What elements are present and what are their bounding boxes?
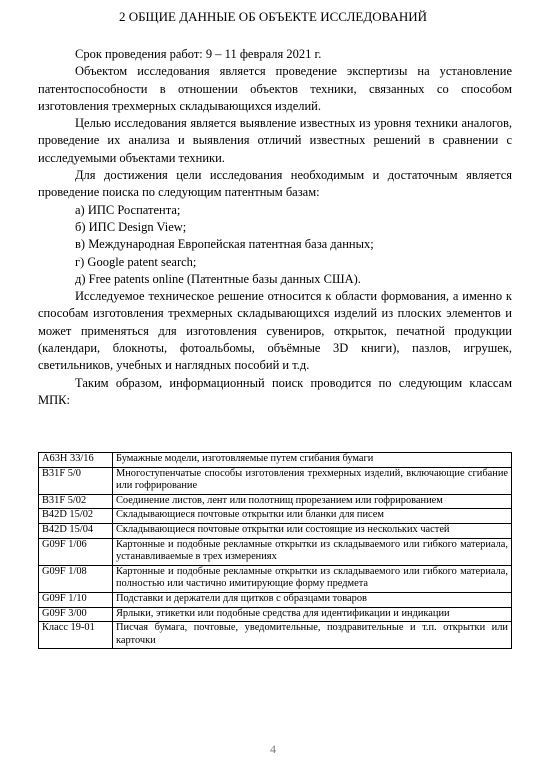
object-paragraph: Объектом исследования является проведение экспертизы на установление патентоспособности в отношении объектов техники, связанных со способом изготовления трехмерных складывающихся изделий. [38,64,512,113]
ipc-description-cell: Картонные и подобные рекламные открытки из складываемого или гибкого материала, полностью или частично имитирующие форму предмета [113,565,512,592]
database-item: а) ИПС Роспатента; [75,202,181,217]
field-paragraph: Исследуемое техническое решение относится к области формования, а именно к способам изготовления трехмерных складывающихся изделий из плоских элементов и может применяться для изготовления сувениров, открыток, печатной продукции (календари, блокноты, фотоальбомы, объёмные 3D книги), пазлов, игрушек, светильников, учебных и наглядных пособий и т.д. [38,289,512,373]
ipc-code-cell: Класс 19-01 [39,622,113,649]
ipc-description-cell: Подставки и держатели для щитков с образцами товаров [113,592,512,607]
ipc-description-cell: Ярлыки, этикетки или подобные средства для идентификации и индикации [113,607,512,622]
ipc-code-cell: B31F 5/0 [39,467,113,494]
ipc-code-cell: G09F 3/00 [39,607,113,622]
ipc-description-cell: Складывающиеся почтовые открытки или состоящие из нескольких частей [113,523,512,538]
table-row [39,467,512,494]
page-number: 4 [270,742,276,756]
database-item: б) ИПС Design View; [75,219,187,234]
database-item: д) Free patents online (Патентные базы данных США). [75,271,361,286]
ipc-description-cell: Бумажные модели, изготовляемые путем сгибания бумаги [113,453,512,468]
ipc-description-cell: Складывающиеся почтовые открытки или бланки для писем [113,509,512,524]
body-text [38,46,512,409]
section-heading: 2 ОБЩИЕ ДАННЫЕ ОБ ОБЪЕКТЕ ИССЛЕДОВАНИЙ [118,9,428,24]
ipc-code-cell: B42D 15/02 [39,509,113,524]
ipc-code-cell: G09F 1/08 [39,565,113,592]
ipc-description-cell: Писчая бумага, почтовые, уведомительные, поздравительные и т.п. открытки или карточки [113,622,512,649]
table-row [39,592,512,607]
table-row [39,538,512,565]
table-row [39,607,512,622]
ipc-description-cell: Многоступенчатые способы изготовления трехмерных изделий, включающие сгибание или гофрирование [113,467,512,494]
ipc-code-cell: B31F 5/02 [39,494,113,509]
ipc-table [38,452,512,649]
ipc-intro-paragraph: Таким образом, информационный поиск проводится по следующим классам МПК: [38,375,512,407]
table-row [39,453,512,468]
ipc-table-body [39,453,512,649]
ipc-code-cell: A63H 33/16 [39,453,113,468]
table-row [39,494,512,509]
search-intro-paragraph: Для достижения цели исследования необходимым и достаточным является проведение поиска по следующим патентным базам: [38,168,512,200]
ipc-code-cell: G09F 1/10 [39,592,113,607]
ipc-code-cell: G09F 1/06 [39,538,113,565]
table-row [39,622,512,649]
ipc-code-cell: B42D 15/04 [39,523,113,538]
database-item: г) Google patent search; [75,254,197,269]
ipc-description-cell: Соединение листов, лент или полотнищ прорезанием или гофрированием [113,494,512,509]
database-item: в) Международная Европейская патентная база данных; [75,237,374,252]
table-row [39,509,512,524]
ipc-description-cell: Картонные и подобные рекламные открытки из складываемого или гибкого материала, устанавливаемые в трех измерениях [113,538,512,565]
table-row [39,565,512,592]
goal-paragraph: Целью исследования является выявление известных из уровня техники аналогов, проведение их анализа и выявления отличий известных решений в сравнении с исследуемыми объектами техники. [38,116,512,165]
period-paragraph: Срок проведения работ: 9 – 11 февраля 2021 г. [75,47,322,61]
table-row [39,523,512,538]
